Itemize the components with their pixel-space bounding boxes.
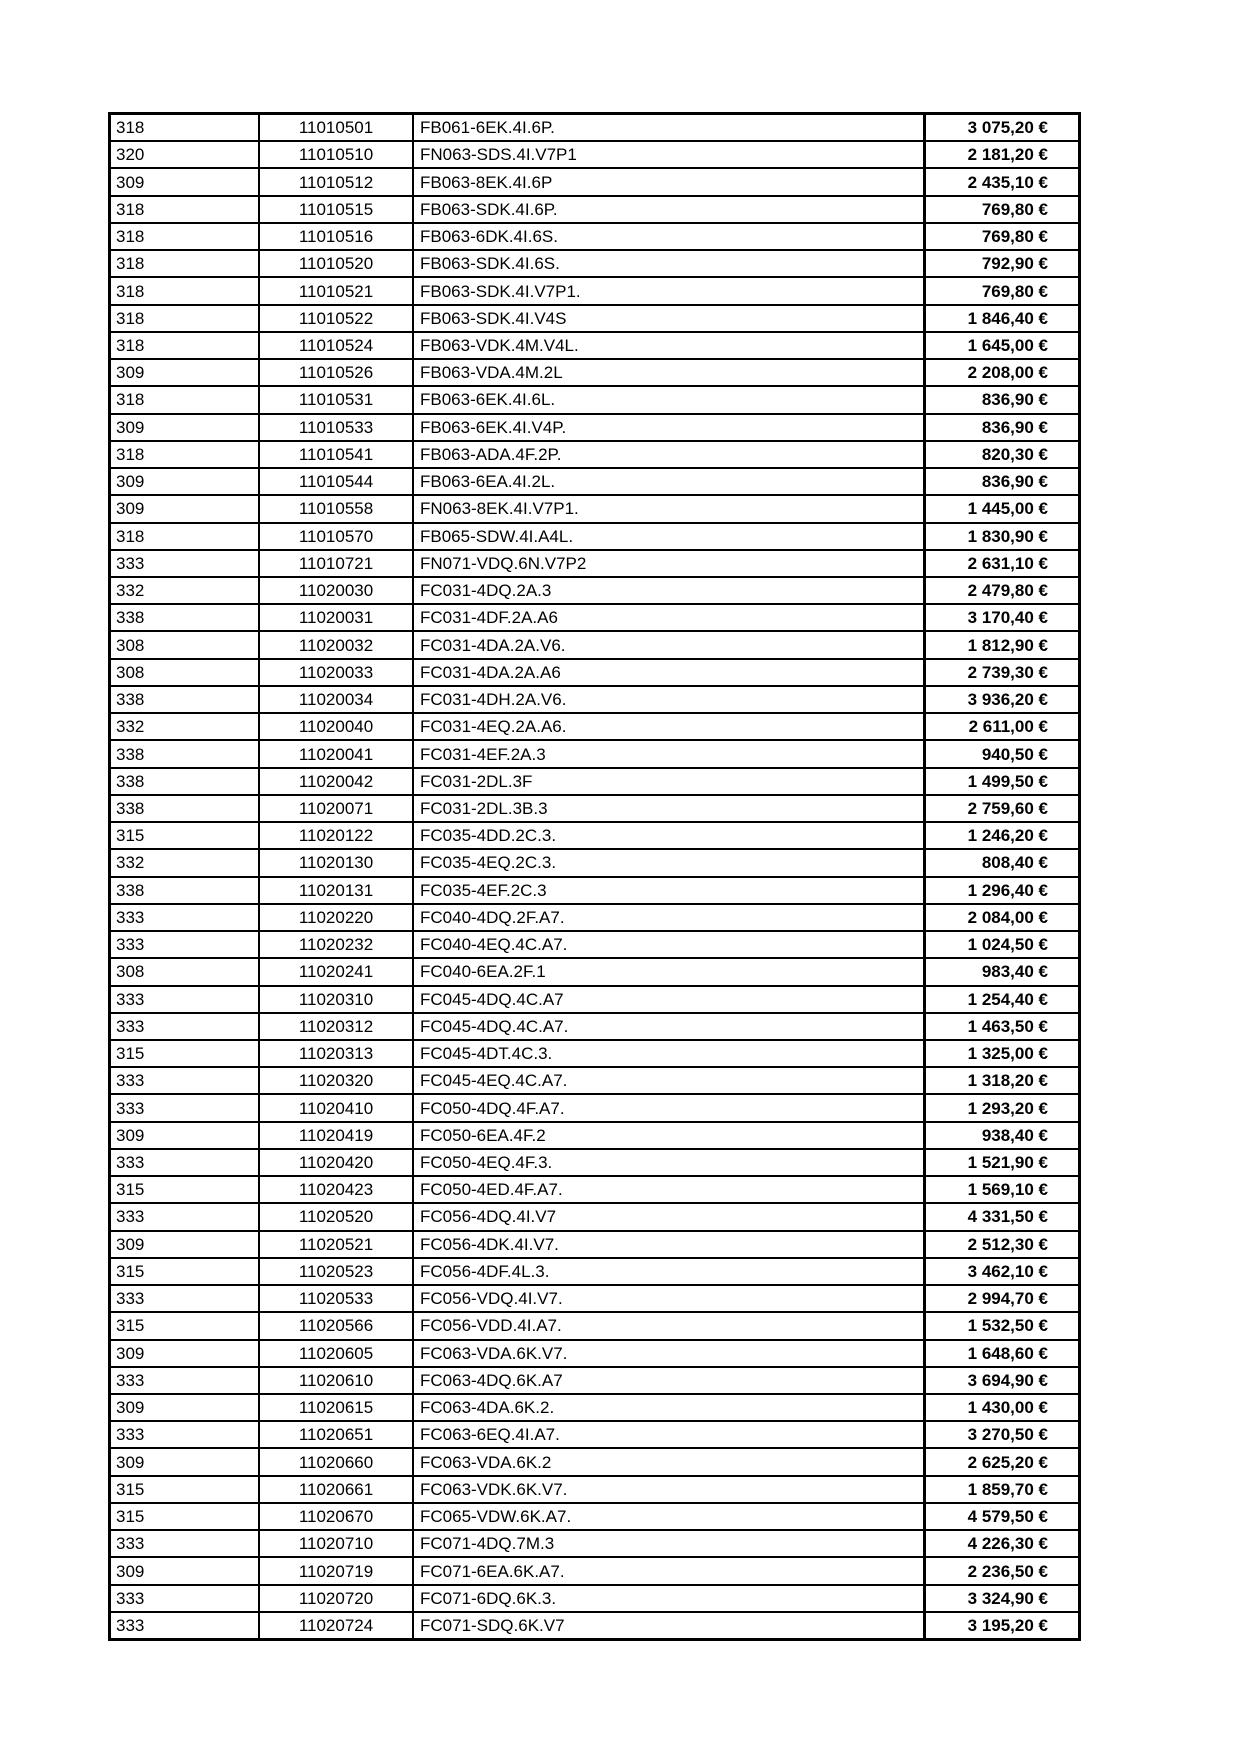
code-cell: FC050-4EQ.4F.3. <box>414 1150 926 1175</box>
id-cell: 11020034 <box>260 687 414 712</box>
code-cell: FC031-2DL.3B.3 <box>414 796 926 821</box>
price-cell: 4 579,50 € <box>967 1507 1048 1527</box>
price-cell: 3 324,90 € <box>967 1588 1048 1608</box>
id-cell: 11010516 <box>260 224 414 249</box>
price-cell: 769,80 € <box>981 199 1048 219</box>
table-row <box>111 197 1078 224</box>
id-cell: 11020032 <box>260 632 414 657</box>
table-row <box>111 496 1078 523</box>
code-cell: FC050-4DQ.4F.A7. <box>414 1095 926 1120</box>
price-cell: 1 254,40 € <box>967 989 1048 1009</box>
id-cell: 11020710 <box>260 1531 414 1556</box>
id-cell: 11010721 <box>260 551 414 576</box>
page-cell: 309 <box>111 1395 260 1420</box>
id-cell: 11020310 <box>260 987 414 1012</box>
id-cell: 11020523 <box>260 1259 414 1284</box>
id-cell: 11010570 <box>260 524 414 549</box>
table-row <box>111 1477 1078 1504</box>
page-cell: 318 <box>111 333 260 358</box>
price-cell: 2 208,00 € <box>967 363 1048 383</box>
price-cell: 3 270,50 € <box>967 1425 1048 1445</box>
price-cell: 1 296,40 € <box>967 880 1048 900</box>
page-cell: 309 <box>111 1123 260 1148</box>
price-cell: 2 512,30 € <box>967 1234 1048 1254</box>
code-cell: FC031-4DH.2A.V6. <box>414 687 926 712</box>
id-cell: 11020033 <box>260 660 414 685</box>
code-cell: FC071-6DQ.6K.3. <box>414 1586 926 1611</box>
price-cell: 1 024,50 € <box>967 935 1048 955</box>
code-cell: FC056-VDQ.4I.V7. <box>414 1286 926 1311</box>
id-cell: 11020320 <box>260 1068 414 1093</box>
id-cell: 11010533 <box>260 415 414 440</box>
table-row <box>111 142 1078 169</box>
price-cell: 769,80 € <box>981 281 1048 301</box>
page-cell: 333 <box>111 1613 260 1638</box>
code-cell: FC040-4DQ.2F.A7. <box>414 905 926 930</box>
price-cell: 1 430,00 € <box>967 1398 1048 1418</box>
code-cell: FB063-SDK.4I.6P. <box>414 197 926 222</box>
id-cell: 11010522 <box>260 306 414 331</box>
table-row <box>111 1531 1078 1558</box>
id-cell: 11010512 <box>260 169 414 194</box>
price-cell: 4 226,30 € <box>967 1534 1048 1554</box>
price-cell: 983,40 € <box>981 962 1048 982</box>
price-cell: 1 463,50 € <box>967 1016 1048 1036</box>
id-cell: 11020720 <box>260 1586 414 1611</box>
code-cell: FB063-6EK.4I.V4P. <box>414 415 926 440</box>
table-row <box>111 1313 1078 1340</box>
table-row <box>111 905 1078 932</box>
id-cell: 11020042 <box>260 769 414 794</box>
page-cell: 315 <box>111 1477 260 1502</box>
page-cell: 315 <box>111 1177 260 1202</box>
price-cell: 769,80 € <box>981 227 1048 247</box>
code-cell: FC045-4DT.4C.3. <box>414 1041 926 1066</box>
id-cell: 11020030 <box>260 578 414 603</box>
price-cell: 3 195,20 € <box>967 1616 1048 1635</box>
id-cell: 11010510 <box>260 142 414 167</box>
id-cell: 11020313 <box>260 1041 414 1066</box>
price-cell: 1 293,20 € <box>967 1098 1048 1118</box>
price-cell: 940,50 € <box>981 744 1048 764</box>
id-cell: 11020719 <box>260 1558 414 1583</box>
code-cell: FB063-8EK.4I.6P <box>414 169 926 194</box>
price-cell: 1 830,90 € <box>967 526 1048 546</box>
price-cell: 2 759,60 € <box>967 798 1048 818</box>
table-row <box>111 878 1078 905</box>
code-cell: FB061-6EK.4I.6P. <box>414 115 926 140</box>
id-cell: 11020031 <box>260 605 414 630</box>
price-cell: 2 631,10 € <box>967 553 1048 573</box>
code-cell: FB063-SDK.4I.6S. <box>414 251 926 276</box>
price-cell: 2 625,20 € <box>967 1452 1048 1472</box>
price-cell: 3 936,20 € <box>967 690 1048 710</box>
code-cell: FC063-4DA.6K.2. <box>414 1395 926 1420</box>
page-cell: 333 <box>111 1422 260 1447</box>
page-cell: 338 <box>111 769 260 794</box>
table-row <box>111 1286 1078 1313</box>
table-row <box>111 1204 1078 1231</box>
id-cell: 11020724 <box>260 1613 414 1638</box>
id-cell: 11010521 <box>260 278 414 303</box>
price-cell: 1 569,10 € <box>967 1180 1048 1200</box>
page-cell: 333 <box>111 1531 260 1556</box>
id-cell: 11010526 <box>260 360 414 385</box>
id-cell: 11020660 <box>260 1449 414 1474</box>
page-cell: 315 <box>111 1313 260 1338</box>
id-cell: 11010520 <box>260 251 414 276</box>
page-cell: 338 <box>111 605 260 630</box>
page-cell: 308 <box>111 660 260 685</box>
table-row <box>111 796 1078 823</box>
id-cell: 11020670 <box>260 1504 414 1529</box>
id-cell: 11010524 <box>260 333 414 358</box>
price-table <box>108 112 1081 1641</box>
table-row <box>111 1586 1078 1613</box>
price-cell: 836,90 € <box>981 472 1048 492</box>
table-row <box>111 1014 1078 1041</box>
page-cell: 318 <box>111 278 260 303</box>
table-row <box>111 524 1078 551</box>
price-cell: 3 075,20 € <box>967 118 1048 138</box>
page-cell: 318 <box>111 306 260 331</box>
table-row <box>111 741 1078 768</box>
price-cell: 3 170,40 € <box>967 608 1048 628</box>
id-cell: 11020071 <box>260 796 414 821</box>
id-cell: 11010531 <box>260 387 414 412</box>
page-cell: 318 <box>111 251 260 276</box>
code-cell: FN071-VDQ.6N.V7P2 <box>414 551 926 576</box>
price-cell: 1 499,50 € <box>967 771 1048 791</box>
id-cell: 11020040 <box>260 714 414 739</box>
price-cell: 836,90 € <box>981 390 1048 410</box>
code-cell: FC050-6EA.4F.2 <box>414 1123 926 1148</box>
page-cell: 308 <box>111 959 260 984</box>
table-row <box>111 1449 1078 1476</box>
table-row <box>111 850 1078 877</box>
id-cell: 11020122 <box>260 823 414 848</box>
price-cell: 820,30 € <box>981 444 1048 464</box>
price-cell: 1 532,50 € <box>967 1316 1048 1336</box>
code-cell: FC031-4EQ.2A.A6. <box>414 714 926 739</box>
price-cell: 2 181,20 € <box>967 145 1048 165</box>
code-cell: FC056-4DK.4I.V7. <box>414 1232 926 1257</box>
code-cell: FC035-4DD.2C.3. <box>414 823 926 848</box>
id-cell: 11020610 <box>260 1368 414 1393</box>
page-cell: 309 <box>111 360 260 385</box>
price-cell: 1 325,00 € <box>967 1044 1048 1064</box>
table-row <box>111 1395 1078 1422</box>
page-cell: 333 <box>111 1150 260 1175</box>
table-row <box>111 1422 1078 1449</box>
code-cell: FC063-VDA.6K.V7. <box>414 1341 926 1366</box>
id-cell: 11020041 <box>260 741 414 766</box>
table-row <box>111 469 1078 496</box>
id-cell: 11020220 <box>260 905 414 930</box>
table-row <box>111 1259 1078 1286</box>
page-cell: 333 <box>111 551 260 576</box>
price-cell: 938,40 € <box>981 1125 1048 1145</box>
code-cell: FC063-VDA.6K.2 <box>414 1449 926 1474</box>
page-cell: 308 <box>111 632 260 657</box>
id-cell: 11020420 <box>260 1150 414 1175</box>
table-row <box>111 1232 1078 1259</box>
code-cell: FC071-6EA.6K.A7. <box>414 1558 926 1583</box>
code-cell: FC045-4DQ.4C.A7 <box>414 987 926 1012</box>
page-cell: 332 <box>111 578 260 603</box>
price-cell: 1 318,20 € <box>967 1071 1048 1091</box>
code-cell: FC045-4DQ.4C.A7. <box>414 1014 926 1039</box>
price-cell: 4 331,50 € <box>967 1207 1048 1227</box>
price-cell: 1 246,20 € <box>967 826 1048 846</box>
code-cell: FC056-VDD.4I.A7. <box>414 1313 926 1338</box>
page-cell: 309 <box>111 1449 260 1474</box>
code-cell: FC063-6EQ.4I.A7. <box>414 1422 926 1447</box>
id-cell: 11020615 <box>260 1395 414 1420</box>
table-row <box>111 360 1078 387</box>
table-row <box>111 442 1078 469</box>
code-cell: FB063-6DK.4I.6S. <box>414 224 926 249</box>
price-cell: 1 859,70 € <box>967 1479 1048 1499</box>
price-cell: 2 994,70 € <box>967 1289 1048 1309</box>
price-cell: 2 739,30 € <box>967 662 1048 682</box>
code-cell: FB063-ADA.4F.2P. <box>414 442 926 467</box>
id-cell: 11020419 <box>260 1123 414 1148</box>
table-row <box>111 1558 1078 1585</box>
page-cell: 333 <box>111 1068 260 1093</box>
code-cell: FB063-VDA.4M.2L <box>414 360 926 385</box>
page-cell: 318 <box>111 115 260 140</box>
table-row <box>111 687 1078 714</box>
code-cell: FC040-4EQ.4C.A7. <box>414 932 926 957</box>
code-cell: FB063-SDK.4I.V4S <box>414 306 926 331</box>
id-cell: 11010515 <box>260 197 414 222</box>
page-cell: 338 <box>111 687 260 712</box>
page-cell: 333 <box>111 1286 260 1311</box>
table-row <box>111 578 1078 605</box>
page-cell: 318 <box>111 524 260 549</box>
page-cell: 309 <box>111 1341 260 1366</box>
page-cell: 338 <box>111 741 260 766</box>
id-cell: 11020533 <box>260 1286 414 1311</box>
table-row <box>111 605 1078 632</box>
price-cell: 808,40 € <box>981 853 1048 873</box>
code-cell: FC063-4DQ.6K.A7 <box>414 1368 926 1393</box>
table-row <box>111 1368 1078 1395</box>
table-row <box>111 632 1078 659</box>
code-cell: FN063-8EK.4I.V7P1. <box>414 496 926 521</box>
code-cell: FC045-4EQ.4C.A7. <box>414 1068 926 1093</box>
page-cell: 332 <box>111 714 260 739</box>
page-cell: 333 <box>111 905 260 930</box>
id-cell: 11010541 <box>260 442 414 467</box>
price-cell: 1 445,00 € <box>967 499 1048 519</box>
id-cell: 11010501 <box>260 115 414 140</box>
code-cell: FC056-4DF.4L.3. <box>414 1259 926 1284</box>
id-cell: 11020232 <box>260 932 414 957</box>
page-cell: 309 <box>111 169 260 194</box>
price-cell: 2 084,00 € <box>967 907 1048 927</box>
page-cell: 315 <box>111 1504 260 1529</box>
code-cell: FN063-SDS.4I.V7P1 <box>414 142 926 167</box>
code-cell: FC050-4ED.4F.A7. <box>414 1177 926 1202</box>
table-row <box>111 306 1078 333</box>
page-cell: 333 <box>111 1204 260 1229</box>
code-cell: FC035-4EF.2C.3 <box>414 878 926 903</box>
price-cell: 3 694,90 € <box>967 1370 1048 1390</box>
code-cell: FC035-4EQ.2C.3. <box>414 850 926 875</box>
page-cell: 315 <box>111 1259 260 1284</box>
table-row <box>111 1041 1078 1068</box>
id-cell: 11020130 <box>260 850 414 875</box>
page-cell: 318 <box>111 442 260 467</box>
code-cell: FB065-SDW.4I.A4L. <box>414 524 926 549</box>
table-row <box>111 1123 1078 1150</box>
price-cell: 1 812,90 € <box>967 635 1048 655</box>
code-cell: FC071-4DQ.7M.3 <box>414 1531 926 1556</box>
page-cell: 309 <box>111 496 260 521</box>
code-cell: FC031-4DA.2A.V6. <box>414 632 926 657</box>
id-cell: 11020410 <box>260 1095 414 1120</box>
price-cell: 2 236,50 € <box>967 1561 1048 1581</box>
price-cell: 1 645,00 € <box>967 335 1048 355</box>
table-row <box>111 278 1078 305</box>
table-row <box>111 959 1078 986</box>
page-cell: 315 <box>111 823 260 848</box>
table-row <box>111 1177 1078 1204</box>
page-cell: 333 <box>111 932 260 957</box>
page-cell: 338 <box>111 796 260 821</box>
code-cell: FC031-4EF.2A.3 <box>414 741 926 766</box>
price-cell: 836,90 € <box>981 417 1048 437</box>
code-cell: FC065-VDW.6K.A7. <box>414 1504 926 1529</box>
id-cell: 11020605 <box>260 1341 414 1366</box>
price-cell: 792,90 € <box>981 254 1048 274</box>
code-cell: FC063-VDK.6K.V7. <box>414 1477 926 1502</box>
table-row <box>111 1504 1078 1531</box>
page-cell: 320 <box>111 142 260 167</box>
id-cell: 11020312 <box>260 1014 414 1039</box>
code-cell: FC031-4DQ.2A.3 <box>414 578 926 603</box>
code-cell: FB063-6EK.4I.6L. <box>414 387 926 412</box>
id-cell: 11020566 <box>260 1313 414 1338</box>
id-cell: 11020520 <box>260 1204 414 1229</box>
code-cell: FC071-SDQ.6K.V7 <box>414 1613 926 1638</box>
code-cell: FB063-6EA.4I.2L. <box>414 469 926 494</box>
code-cell: FB063-VDK.4M.V4L. <box>414 333 926 358</box>
price-cell: 3 462,10 € <box>967 1261 1048 1281</box>
price-table-body <box>111 115 1078 1638</box>
id-cell: 11020241 <box>260 959 414 984</box>
table-row <box>111 333 1078 360</box>
page-cell: 333 <box>111 987 260 1012</box>
table-row <box>111 1068 1078 1095</box>
page-cell: 333 <box>111 1014 260 1039</box>
page-cell: 333 <box>111 1368 260 1393</box>
page-cell: 338 <box>111 878 260 903</box>
code-cell: FC031-2DL.3F <box>414 769 926 794</box>
code-cell: FC040-6EA.2F.1 <box>414 959 926 984</box>
table-row <box>111 823 1078 850</box>
table-row <box>111 1341 1078 1368</box>
table-row <box>111 714 1078 741</box>
page-cell: 309 <box>111 469 260 494</box>
page-cell: 332 <box>111 850 260 875</box>
price-cell: 1 846,40 € <box>967 308 1048 328</box>
price-cell: 2 479,80 € <box>967 581 1048 601</box>
code-cell: FC031-4DA.2A.A6 <box>414 660 926 685</box>
page-cell: 309 <box>111 1558 260 1583</box>
id-cell: 11020651 <box>260 1422 414 1447</box>
table-row <box>111 551 1078 578</box>
page-cell: 318 <box>111 387 260 412</box>
page-cell: 318 <box>111 197 260 222</box>
price-cell: 1 521,90 € <box>967 1153 1048 1173</box>
id-cell: 11010558 <box>260 496 414 521</box>
code-cell: FC056-4DQ.4I.V7 <box>414 1204 926 1229</box>
table-row <box>111 1095 1078 1122</box>
table-row <box>111 660 1078 687</box>
table-row <box>111 169 1078 196</box>
table-row <box>111 387 1078 414</box>
code-cell: FB063-SDK.4I.V7P1. <box>414 278 926 303</box>
table-row <box>111 1150 1078 1177</box>
price-cell: 2 611,00 € <box>968 717 1048 737</box>
table-row <box>111 415 1078 442</box>
page-cell: 315 <box>111 1041 260 1066</box>
page-cell: 333 <box>111 1586 260 1611</box>
id-cell: 11020423 <box>260 1177 414 1202</box>
page-cell: 333 <box>111 1095 260 1120</box>
table-row <box>111 1613 1078 1638</box>
id-cell: 11010544 <box>260 469 414 494</box>
page-cell: 309 <box>111 415 260 440</box>
table-row <box>111 224 1078 251</box>
table-row <box>111 115 1078 142</box>
code-cell: FC031-4DF.2A.A6 <box>414 605 926 630</box>
price-cell: 1 648,60 € <box>967 1343 1048 1363</box>
id-cell: 11020131 <box>260 878 414 903</box>
table-row <box>111 251 1078 278</box>
table-row <box>111 932 1078 959</box>
page-cell: 309 <box>111 1232 260 1257</box>
id-cell: 11020661 <box>260 1477 414 1502</box>
page-cell: 318 <box>111 224 260 249</box>
table-row <box>111 987 1078 1014</box>
price-cell: 2 435,10 € <box>967 172 1048 192</box>
id-cell: 11020521 <box>260 1232 414 1257</box>
table-row <box>111 769 1078 796</box>
